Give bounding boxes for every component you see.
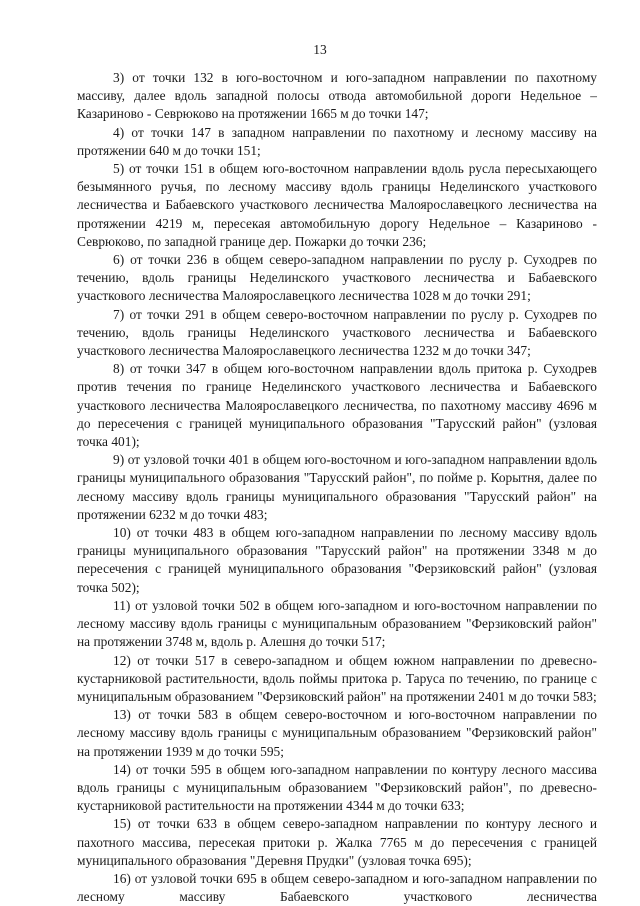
paragraph-item-16: 16) от узловой точки 695 в общем северо-западном и юго-западном направлении по лесному массиву Бабаевского участкового лесничества [77,870,597,905]
paragraph-item-13: 13) от точки 583 в общем северо-восточном и юго-восточном направлении по лесному массиву вдоль границы с муниципальным образованием "Ферзиковский район" на протяжении 1939 м до точки 595; [77,707,597,759]
paragraph-item-3: 3) от точки 132 в юго-восточном и юго-западном направлении по пахотному массиву, далее вдоль западной полосы отвода автомобильной дороги Недельное – Казариново - Севрюково на протяжении 1665 м до точки 147; [77,70,597,122]
paragraph-item-14: 14) от точки 595 в общем юго-западном направлении по контуру лесного массива вдоль границы с муниципальным образованием "Ферзиковский район", по древесно-кустарниковой растительности на протяжении 4344 м до точки 633; [77,761,597,814]
paragraph-item-8: 8) от точки 347 в общем юго-восточном направлении вдоль притока р. Суходрев против течения по границе Неделинского участкового лесничества и Бабаевского участкового лесничества Малоярославецкого лесничества, по пахотному массиву 4696 м до пересечения с границей муниципального образования "Тарусский район" (узловая точка 401); [77,361,597,450]
paragraph-item-12: 12) от точки 517 в северо-западном и общем южном направлении по древесно-кустарниковой растительности, вдоль поймы притока р. Таруса по течению, по границе с муниципальным образованием "Ферзиковский район" на протяжении 2401 м до точки 583; [77,652,597,704]
paragraph-item-4: 4) от точки 147 в западном направлении по пахотному и лесному массиву на протяжении 640 м до точки 151; [77,124,597,158]
paragraph-item-10: 10) от точки 483 в общем юго-западном направлении по лесному массиву вдоль границы муниципального образования "Тарусский район" на протяжении 3348 м до пересечения с границей муниципального образования "Ферзиковский район" (узловая точка 502); [77,525,597,595]
paragraph-item-5: 5) от точки 151 в общем юго-восточном направлении вдоль русла пересыхающего безымянного ручья, по лесному массиву вдоль границы Неделинского участкового лесничества и Бабаевского участкового лесничества Малоярославецкого лесничества на протяжении 4219 м, пересекая автомобильную дорогу Недельное – Казариново - Севрюково, по западной границе дер. Пожарки до точки 236; [77,161,597,249]
paragraph-item-11: 11) от узловой точки 502 в общем юго-западном и юго-восточном направлении по лесному массиву вдоль границы с муниципальным образованием "Ферзиковский район" на протяжении 3748 м, вдоль р. Алешня до точки 517; [77,597,597,650]
page-number: 13 [313,42,327,57]
paragraph-item-6: 6) от точки 236 в общем северо-западном направлении по руслу р. Суходрев по течению, вдоль границы Неделинского участкового лесничества и Бабаевского участкового лесничества Малоярославецкого лесничества 1028 м до точки 291; [77,252,597,304]
paragraph-item-9: 9) от узловой точки 401 в общем юго-восточном и юго-западном направлении вдоль границы муниципального образования "Тарусский район", по пойме р. Корытня, далее по лесному массиву вдоль границы муниципального образования "Тарусский район" на протяжении 6232 м до точки 483; [77,452,597,522]
paragraph-item-15: 15) от точки 633 в общем северо-западном направлении по контуру лесного и пахотного массива, пересекая притоки р. Жалка 7765 м до пересечения с границей муниципального образования "Деревня Прудки" (узловая точка 695); [77,816,597,868]
paragraph-item-7: 7) от точки 291 в общем северо-восточном направлении по руслу р. Суходрев по течению, вдоль границы Неделинского участкового лесничества и Бабаевского участкового лесничества Малоярославецкого лесничества 1232 м до точки 347; [77,306,597,359]
document-body [77,69,597,906]
